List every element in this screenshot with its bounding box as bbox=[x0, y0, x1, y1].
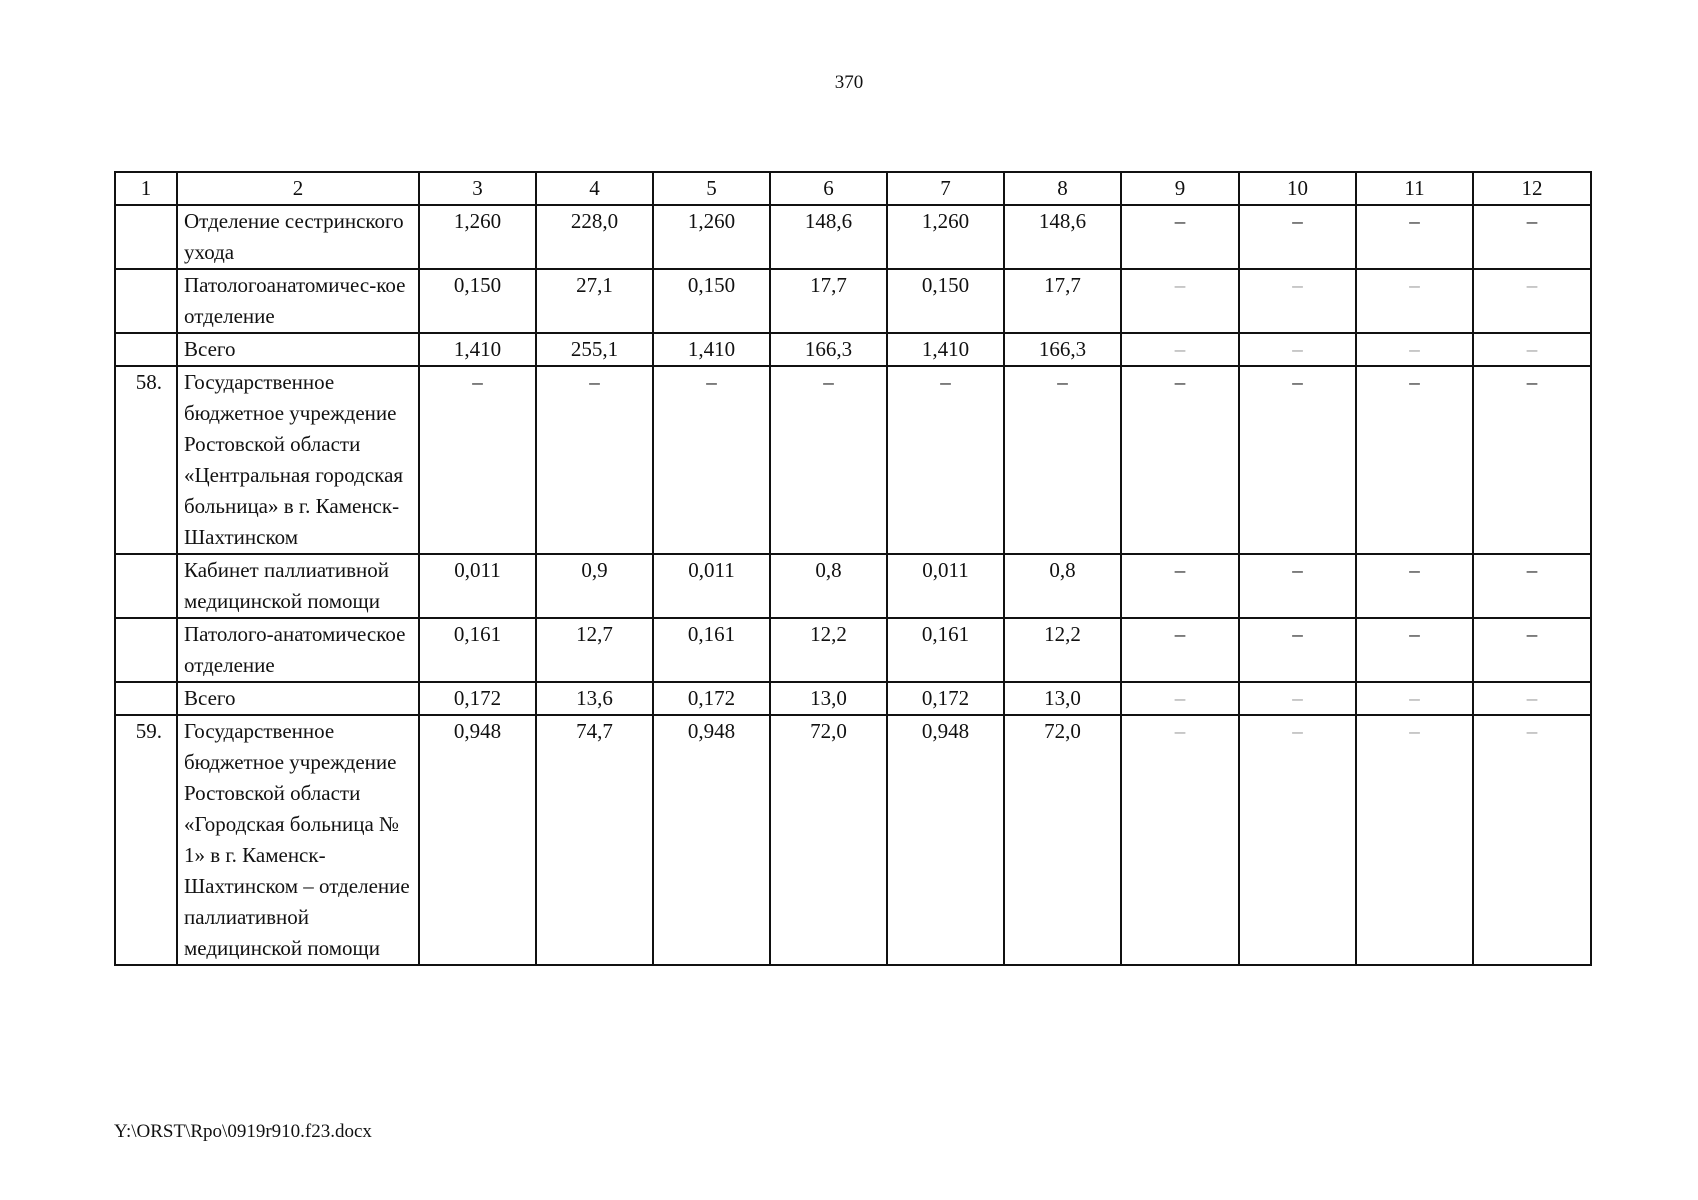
value-cell: – bbox=[1356, 554, 1473, 618]
value-cell: – bbox=[1121, 554, 1239, 618]
row-name-cell: Государственное бюджетное учреждение Ростовской области «Городская больница № 1» в г. Каменск-Шахтинском – отделение паллиативной медицинской помощи bbox=[177, 715, 419, 965]
header-cell: 5 bbox=[653, 172, 770, 205]
value-cell: 0,8 bbox=[1004, 554, 1121, 618]
value-cell: – bbox=[1239, 333, 1356, 366]
value-cell: 0,948 bbox=[887, 715, 1004, 965]
row-name-cell: Патолого-анатомическое отделение bbox=[177, 618, 419, 682]
value-cell: – bbox=[770, 366, 887, 554]
value-cell: 148,6 bbox=[1004, 205, 1121, 269]
value-cell: – bbox=[1121, 366, 1239, 554]
value-cell: 0,172 bbox=[653, 682, 770, 715]
value-cell: – bbox=[1356, 269, 1473, 333]
value-cell: 148,6 bbox=[770, 205, 887, 269]
row-number-cell bbox=[115, 682, 177, 715]
row-name-cell: Всего bbox=[177, 333, 419, 366]
table-body bbox=[115, 205, 1591, 965]
table-header-row bbox=[115, 172, 1591, 205]
value-cell: 1,260 bbox=[887, 205, 1004, 269]
value-cell: – bbox=[1121, 269, 1239, 333]
value-cell: – bbox=[1239, 554, 1356, 618]
value-cell: 1,410 bbox=[419, 333, 536, 366]
row-number-cell bbox=[115, 205, 177, 269]
header-cell: 4 bbox=[536, 172, 653, 205]
row-number-cell bbox=[115, 269, 177, 333]
value-cell: – bbox=[1239, 682, 1356, 715]
value-cell: – bbox=[1473, 618, 1591, 682]
value-cell: 0,948 bbox=[653, 715, 770, 965]
row-name-cell: Отделение сестринского ухода bbox=[177, 205, 419, 269]
value-cell: 12,2 bbox=[770, 618, 887, 682]
value-cell: 0,172 bbox=[419, 682, 536, 715]
value-cell: 17,7 bbox=[770, 269, 887, 333]
value-cell: 255,1 bbox=[536, 333, 653, 366]
row-number-cell bbox=[115, 333, 177, 366]
value-cell: 17,7 bbox=[1004, 269, 1121, 333]
value-cell: – bbox=[1356, 682, 1473, 715]
value-cell: 1,410 bbox=[653, 333, 770, 366]
value-cell: – bbox=[1473, 333, 1591, 366]
row-name-cell: Всего bbox=[177, 682, 419, 715]
value-cell: 0,172 bbox=[887, 682, 1004, 715]
value-cell: 0,150 bbox=[653, 269, 770, 333]
value-cell: – bbox=[1473, 715, 1591, 965]
value-cell: 0,150 bbox=[887, 269, 1004, 333]
value-cell: 0,011 bbox=[419, 554, 536, 618]
value-cell: – bbox=[1356, 333, 1473, 366]
value-cell: – bbox=[1239, 366, 1356, 554]
value-cell: – bbox=[1473, 682, 1591, 715]
value-cell: 228,0 bbox=[536, 205, 653, 269]
value-cell: 0,161 bbox=[887, 618, 1004, 682]
value-cell: 74,7 bbox=[536, 715, 653, 965]
table-row bbox=[115, 269, 1591, 333]
value-cell: 1,410 bbox=[887, 333, 1004, 366]
value-cell: 72,0 bbox=[770, 715, 887, 965]
table-row bbox=[115, 205, 1591, 269]
value-cell: – bbox=[1473, 205, 1591, 269]
value-cell: 166,3 bbox=[1004, 333, 1121, 366]
header-cell: 2 bbox=[177, 172, 419, 205]
header-cell: 7 bbox=[887, 172, 1004, 205]
value-cell: 1,260 bbox=[419, 205, 536, 269]
value-cell: – bbox=[1356, 618, 1473, 682]
value-cell: 13,0 bbox=[770, 682, 887, 715]
table-row bbox=[115, 366, 1591, 554]
value-cell: – bbox=[1473, 554, 1591, 618]
header-cell: 6 bbox=[770, 172, 887, 205]
value-cell: – bbox=[1239, 618, 1356, 682]
value-cell: 0,8 bbox=[770, 554, 887, 618]
page-number: 370 bbox=[834, 72, 864, 93]
value-cell: 13,0 bbox=[1004, 682, 1121, 715]
row-name-cell: Государственное бюджетное учреждение Ростовской области «Центральная городская больница» в г. Каменск-Шахтинском bbox=[177, 366, 419, 554]
value-cell: 166,3 bbox=[770, 333, 887, 366]
table-row bbox=[115, 333, 1591, 366]
value-cell: 0,150 bbox=[419, 269, 536, 333]
table-row bbox=[115, 554, 1591, 618]
value-cell: 72,0 bbox=[1004, 715, 1121, 965]
value-cell: – bbox=[1121, 715, 1239, 965]
value-cell: – bbox=[1473, 366, 1591, 554]
header-cell: 11 bbox=[1356, 172, 1473, 205]
value-cell: – bbox=[1239, 205, 1356, 269]
value-cell: – bbox=[419, 366, 536, 554]
value-cell: 0,011 bbox=[653, 554, 770, 618]
value-cell: – bbox=[1239, 269, 1356, 333]
value-cell: – bbox=[1356, 366, 1473, 554]
row-name-cell: Патологоанатомичес-кое отделение bbox=[177, 269, 419, 333]
row-number-cell bbox=[115, 618, 177, 682]
header-cell: 1 bbox=[115, 172, 177, 205]
value-cell: 12,7 bbox=[536, 618, 653, 682]
table-row bbox=[115, 715, 1591, 965]
table-row bbox=[115, 682, 1591, 715]
header-cell: 3 bbox=[419, 172, 536, 205]
value-cell: 13,6 bbox=[536, 682, 653, 715]
header-cell: 8 bbox=[1004, 172, 1121, 205]
value-cell: 27,1 bbox=[536, 269, 653, 333]
row-name-cell: Кабинет паллиативной медицинской помощи bbox=[177, 554, 419, 618]
value-cell: – bbox=[1004, 366, 1121, 554]
header-cell: 10 bbox=[1239, 172, 1356, 205]
row-number-cell: 58. bbox=[115, 366, 177, 554]
header-cell: 9 bbox=[1121, 172, 1239, 205]
value-cell: – bbox=[887, 366, 1004, 554]
value-cell: 1,260 bbox=[653, 205, 770, 269]
value-cell: – bbox=[1121, 333, 1239, 366]
value-cell: – bbox=[1473, 269, 1591, 333]
table-row bbox=[115, 618, 1591, 682]
value-cell: – bbox=[653, 366, 770, 554]
row-number-cell: 59. bbox=[115, 715, 177, 965]
footer-file-path: Y:\ORST\Rpo\0919r910.f23.docx bbox=[114, 1121, 372, 1142]
value-cell: – bbox=[1356, 715, 1473, 965]
row-number-cell bbox=[115, 554, 177, 618]
value-cell: 0,161 bbox=[419, 618, 536, 682]
value-cell: – bbox=[536, 366, 653, 554]
value-cell: 0,161 bbox=[653, 618, 770, 682]
value-cell: – bbox=[1121, 618, 1239, 682]
value-cell: – bbox=[1356, 205, 1473, 269]
value-cell: 12,2 bbox=[1004, 618, 1121, 682]
value-cell: – bbox=[1121, 205, 1239, 269]
value-cell: 0,948 bbox=[419, 715, 536, 965]
value-cell: – bbox=[1239, 715, 1356, 965]
value-cell: 0,9 bbox=[536, 554, 653, 618]
value-cell: – bbox=[1121, 682, 1239, 715]
data-table bbox=[114, 171, 1592, 966]
header-cell: 12 bbox=[1473, 172, 1591, 205]
value-cell: 0,011 bbox=[887, 554, 1004, 618]
